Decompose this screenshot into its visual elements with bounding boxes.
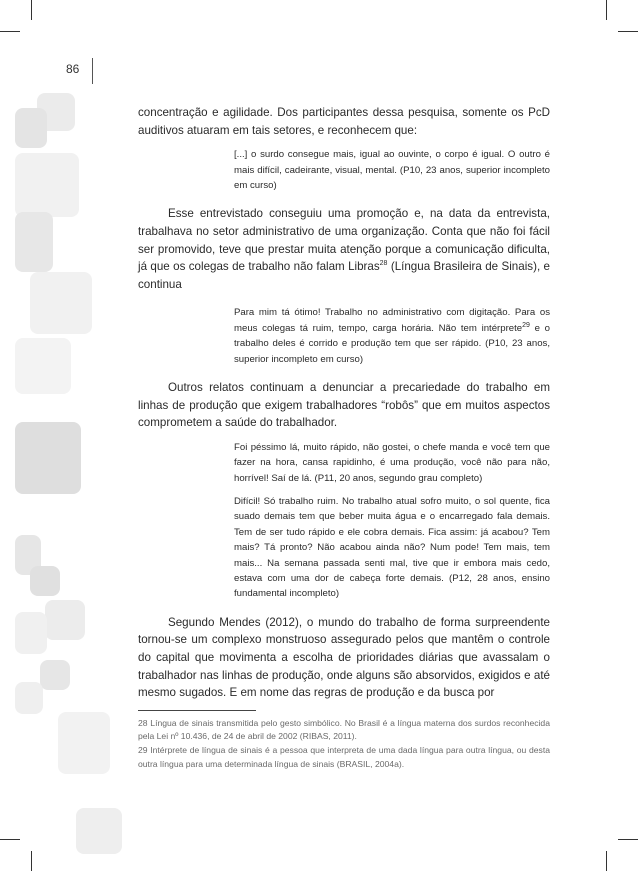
crop-mark xyxy=(31,0,32,20)
page-number-divider xyxy=(92,58,93,84)
footnote-ref: 29 xyxy=(522,321,530,329)
paragraph: Outros relatos continuam a denunciar a precariedade do trabalho em linhas de produção que exigem trabalhadores “robôs” que em muitos aspectos comprometem a saúde do trabalhador. xyxy=(138,381,550,430)
paragraph-text: (Língua Brasileira de Sinais), e continua xyxy=(138,260,550,291)
crop-mark xyxy=(31,851,32,871)
decor-square xyxy=(30,272,92,334)
page-body xyxy=(138,104,550,771)
decor-square xyxy=(40,660,70,690)
crop-mark xyxy=(618,31,638,32)
crop-mark xyxy=(0,31,20,32)
block-quote: [...] o surdo consegue mais, igual ao ouvinte, o corpo é igual. O outro é mais difícil, cadeirante, visual, mental. (P10, 23 anos, superior incompleto em curso) xyxy=(234,149,550,191)
decor-square xyxy=(76,808,122,854)
crop-mark xyxy=(618,839,638,840)
block-quote: Foi péssimo lá, muito rápido, não gostei, o chefe manda e você tem que fazer na hora, cansa rapidinho, é uma produção, você não para não, horrível! Saí de lá. (P11, 20 anos, segundo grau completo) xyxy=(234,441,550,484)
footnote: 29 Intérprete de língua de sinais é a pessoa que interpreta de uma dada língua para outra língua, ou desta outra língua para uma determinada língua de sinais (BRASIL, 2004a). xyxy=(138,745,550,769)
decor-square xyxy=(58,712,110,774)
quote-text: e o trabalho deles é corrido e produção tem que ser rápido. (P10, 23 anos, superior incompleto em curso) xyxy=(234,322,550,365)
decor-square xyxy=(15,682,43,714)
footnote: 28 Língua de sinais transmitida pelo gesto simbólico. No Brasil é a língua materna dos surdos reconhecida pela Lei nº 10.436, de 24 de abril de 2002 (RIBAS, 2011). xyxy=(138,717,550,742)
decor-square xyxy=(45,600,85,640)
block-quote: Difícil! Só trabalho ruim. No trabalho atual sofro muito, o sol quente, fica suado demais tem que beber muita água e o encarregado fala demais. Tem de ser tudo rápido e ele cobra demais. Fica assim: já acabou? Tem mais? Tá pronto? Não acabou ainda não? Num pode! Tem mais, tem mais... Na semana passada senti mal, tive que ir embora mais cedo, estava com uma dor de cabeça forte demais. (P12, 28 anos, ensino fundamental incompleto) xyxy=(234,496,550,600)
decor-square xyxy=(30,566,60,596)
page-number: 86 xyxy=(66,62,80,76)
paragraph xyxy=(138,205,550,293)
footnote-divider xyxy=(138,710,256,711)
paragraph: concentração e agilidade. Dos participantes dessa pesquisa, somente os PcD auditivos atuaram em tais setores, e reconhecem que: xyxy=(138,106,550,137)
paragraph-text: Esse entrevistado conseguiu uma promoção e, na data da entrevista, trabalhava no setor administrativo de uma organização. Conta que não foi fácil ser promovido, teve que prestar muita atenção porque a comunicação dificulta, já que os colegas de trabalho não falam Libras xyxy=(138,207,550,274)
footnote-ref: 28 xyxy=(379,260,388,268)
decor-square xyxy=(15,108,47,148)
decor-square xyxy=(15,338,71,394)
crop-mark xyxy=(0,839,20,840)
decor-square xyxy=(15,212,53,272)
paragraph: Segundo Mendes (2012), o mundo do trabalho de forma surpreendente tornou-se um complexo monstruoso assegurado pelos que mantêm o controle do capital que movimenta a escolha de prioridades diárias que avassalam o trabalhador nas linhas de produção, onde alguns são absorvidos, exigidos e até mesmo sugados. E em nome das regras de produção e da busca por xyxy=(138,615,550,700)
decor-square xyxy=(15,612,47,654)
decor-square xyxy=(15,153,79,217)
crop-mark xyxy=(606,0,607,20)
crop-mark xyxy=(606,851,607,871)
block-quote xyxy=(234,305,550,367)
quote-text: Para mim tá ótimo! Trabalho no administrativo com digitação. Para os meus colegas tá ruim, tempo, carga horária. Não tem intérprete xyxy=(234,307,550,334)
decor-square xyxy=(15,422,81,494)
